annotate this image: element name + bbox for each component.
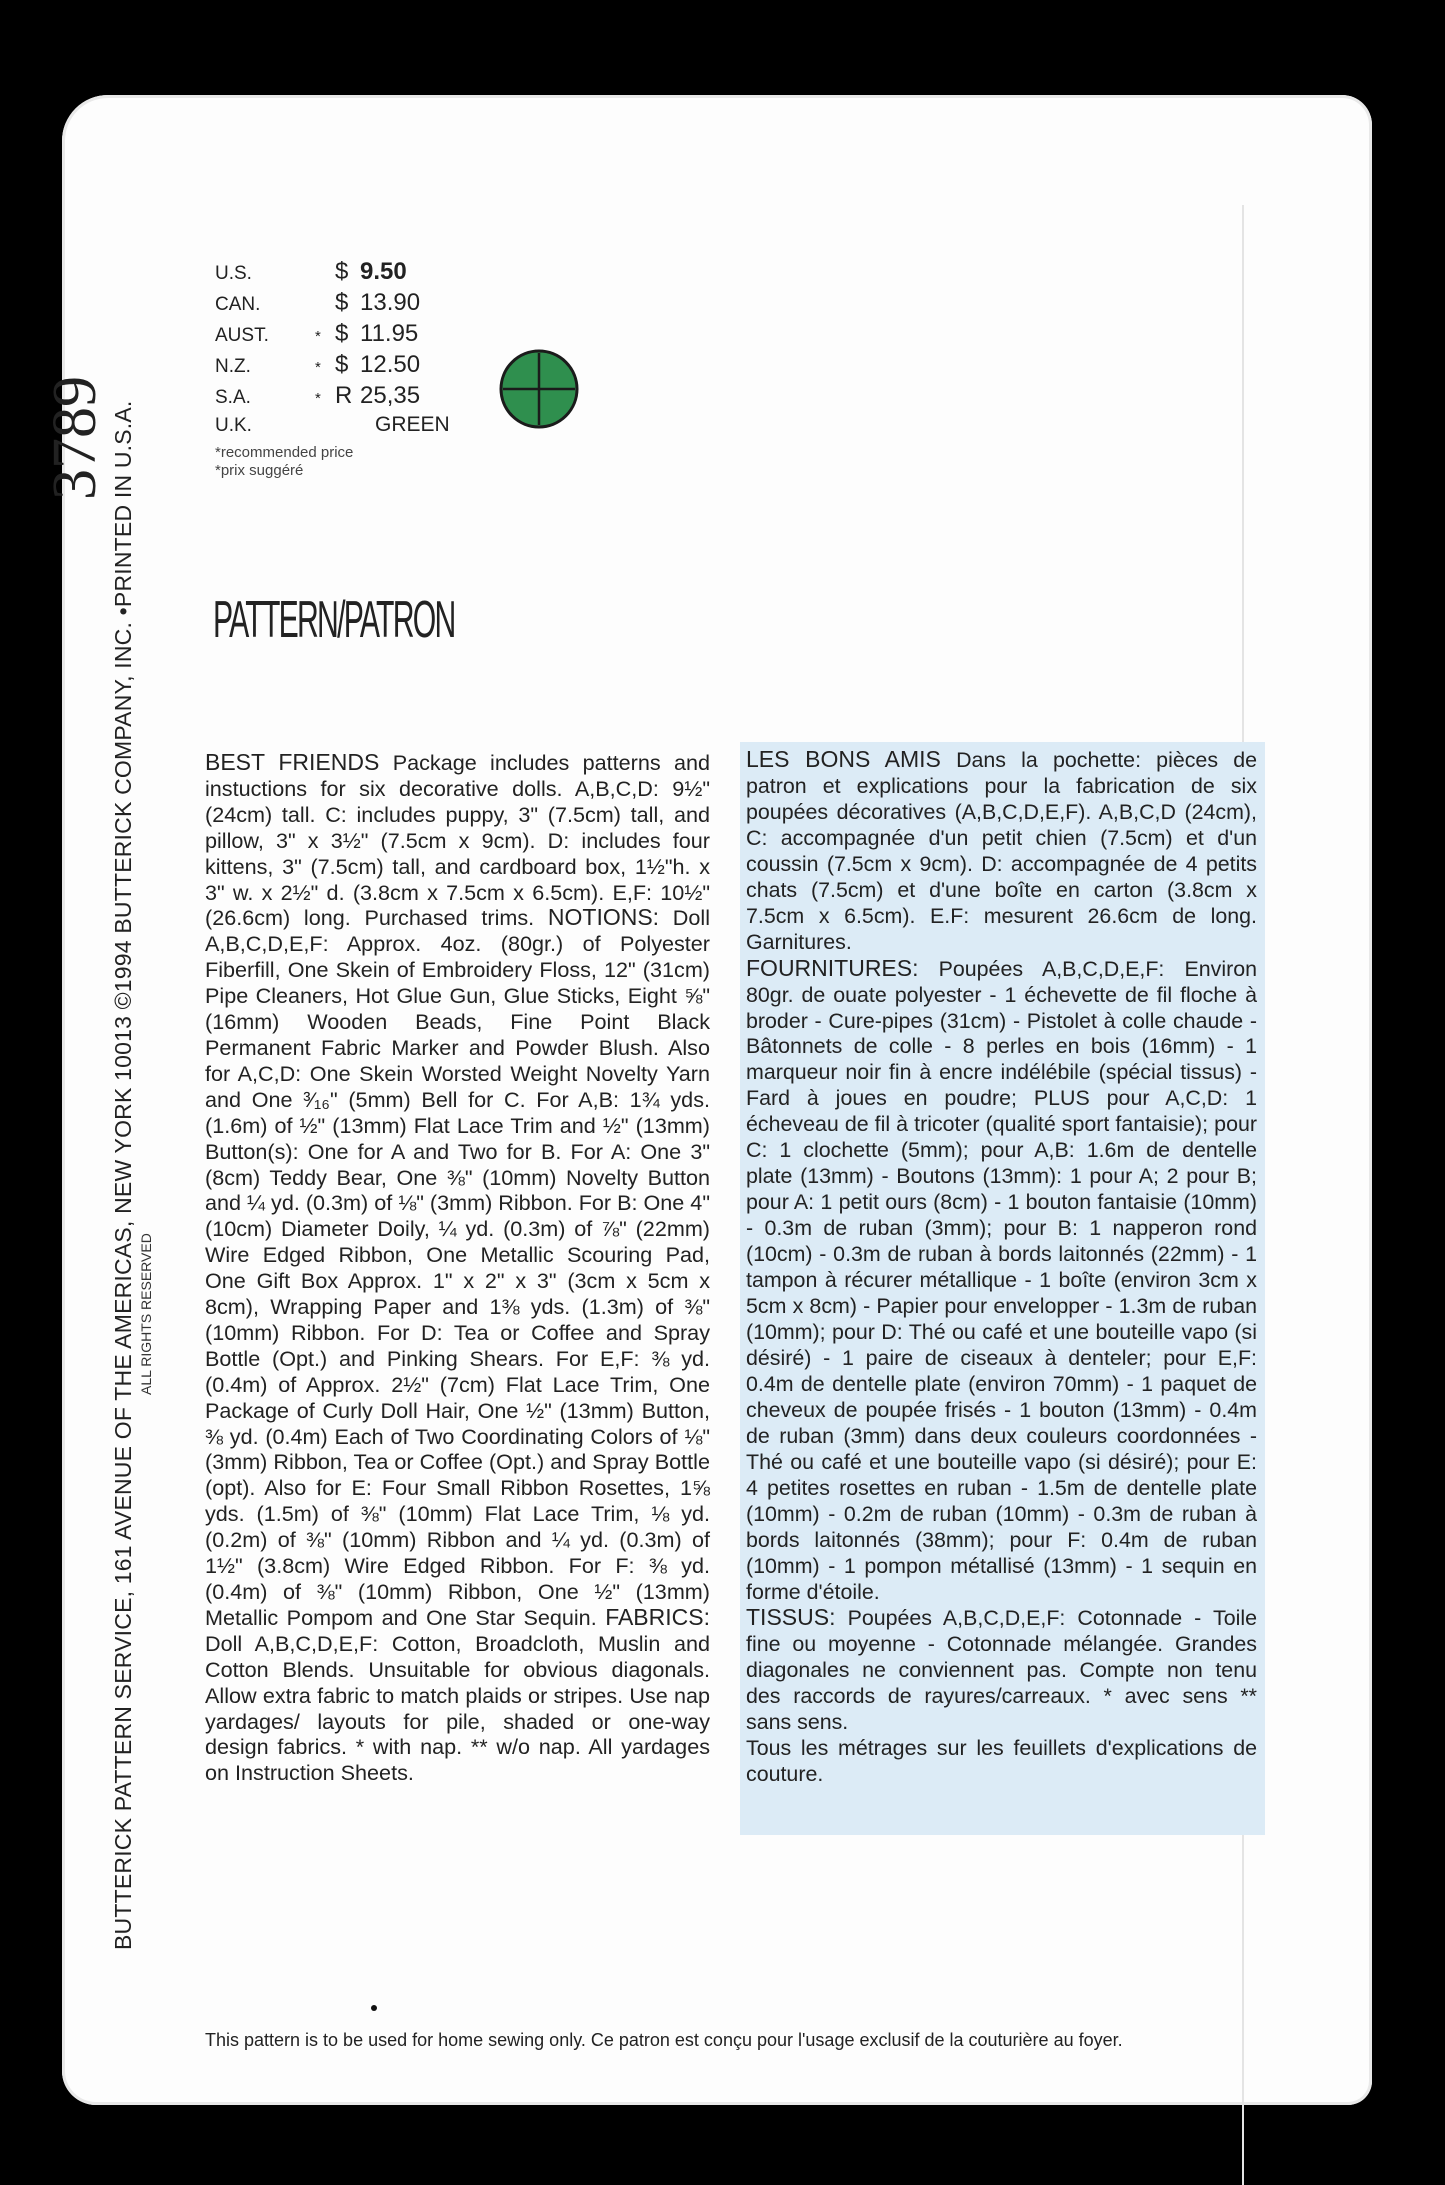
publisher-line: BUTTERICK PATTERN SERVICE, 161 AVENUE OF THE AMERICAS, NEW YORK 10013 ©1994 BUTTERICK COMPANY, INC. •PRINTED IN U.S.A. [110, 400, 136, 1950]
pattern-number-text: 3789 [41, 376, 109, 500]
price-country: CAN. [215, 294, 261, 315]
english-notions-heading: NOTIONS: [547, 904, 660, 931]
ink-dot [371, 2005, 377, 2011]
price-star: * [315, 390, 321, 407]
price-currency: R [335, 382, 353, 409]
price-amount: 9.50 [360, 258, 407, 285]
price-country: N.Z. [215, 356, 251, 377]
price-amount: 11.95 [360, 320, 419, 347]
english-heading: BEST FRIENDS [205, 749, 380, 775]
price-amount: 25,35 [360, 382, 421, 409]
page-title: PATTERN/PATRON [213, 591, 455, 649]
english-fabrics-heading: FABRICS: [605, 1603, 710, 1630]
price-currency: $ [335, 351, 349, 378]
price-row [215, 320, 450, 351]
price-amount: GREEN [375, 413, 450, 436]
english-description [205, 750, 710, 1786]
price-star: * [315, 328, 321, 345]
english-fabrics: Doll A,B,C,D,E,F: Cotton, Broadcloth, Muslin and Cotton Blends. Unsuitable for obvious diagonals. Allow extra fabric to match plaids or stripes. Use nap yardages/ layouts for pile, shaded or one-way design fabrics. * with nap. ** w/o nap. [205, 1630, 710, 1760]
french-description [740, 742, 1265, 1835]
price-country: U.K. [215, 415, 252, 436]
french-fabrics-heading: TISSUS: [746, 1604, 836, 1631]
english-notions: Doll A,B,C,D,E,F: Approx. 4oz. (80gr.) of Polyester Fiberfill, One Skein of Embroidery Floss, 12" (31cm) Pipe Cleaners, Hot Glue Gun, Glue Sticks, Eight ⅝" (16mm) Wooden Beads, Fine Point Black Permanent Fabric Marker and Powder Blush. Also for A,C,D: One Skein Worsted Weight Novelty Yarn and One ³⁄₁₆" (5mm) Bell for C. For A,B: 1¾ yds. (1.6m) of ½" (13mm) Flat Lace Trim and ½" (13mm) Button(s): One for A and Two for B. For A: One 3" (8cm) Teddy Bear, One ⅜" (10mm) Novelty Button and ¼ yd. (0.3m) of ⅛" (3mm) Ribbon. For B: One 4" (10cm) Diameter Doily, ¼ yd. (0.3m) of ⅞" (22mm) Wire Edged Ribbon, One Metallic Scouring Pad, One Gift Box Approx. 1" x 2" x 3" (3cm x 5cm x 8cm), Wrapping Paper and 1⅜ yds. (1.3m) of ⅜" (10mm) Ribbon. For D: Tea or Coffee and Spray Bottle (Opt.) and Pinking Shears. For E,F: ⅜ yd. (0.4m) of Approx. 2½" (7cm) Flat Lace Trim, One Package of Curly Doll Hair, One ½" (13mm) Button, ⅜ yd. (0.4m) Each of Two Coordinating Colors of ⅛" (3mm) Ribbon, Tea or Coffee (Opt.) and Spray Bottle (opt). Also for E: Four Small Ribbon Rosettes, 1⅝ yds. (1.5m) of ⅜" (10mm) Flat Lace Trim, ⅛ yd. (0.2m) of ⅜" (10mm) Ribbon and ¼ yd. (0.3m) of 1½" (3.8cm) Wire Edged Ribbon. For F: ⅜ yd. (0.4m) of ⅜" (10mm) Ribbon, One ½" (13mm) Metallic Pompom and One Star Sequin. [205, 905, 710, 1630]
price-row [215, 413, 450, 444]
english-intro: Package includes patterns and instuctions for six decorative dolls. A,B,C,D: 9½" (24cm) tall. C: includes puppy, 3" (7.5cm) tall, and pillow, 3" x 3½" (7.5cm x 9cm). D: includes four kittens, 3" (7.5cm) tall, and cardboard box, 1½"h. x 3" w. x 2½" d. (3.8cm x 7.5cm x 6.5cm). E,F: 10½" (26.6cm) long. Purchased trims. [205, 750, 711, 931]
price-list [215, 258, 450, 480]
price-currency: $ [335, 258, 349, 285]
french-notions: Poupées A,B,C,D,E,F: Environ 80gr. de ouate polyester - 1 échevette de fil floche à broder - Cure-pipes (31cm) - Pistolet à colle chaude - Bâtonnets de colle - 8 perles en bois (16mm) - 1 marqueur noir fin à encre indélébile (spécial tissus) - Fard à joues en poudre; PLUS pour A,C,D: 1 écheveau de fil à tricoter (qualité sport fantaisie); pour C: 1 clochette (5mm); pour A,B: 1.6m de dentelle plate (13mm) - Boutons (13mm): 1 pour A; 2 pour B; pour A: 1 petit ours (8cm) - 1 bouton fantaisie (10mm) - 0.3m de ruban (3mm); pour B: 1 napperon rond (10cm) - 0.3m de ruban à bords laitonnés (22mm) - 1 tampon à récurer métallique - 1 boîte (environ 3cm x 5cm x 8cm) - Papier pour envelopper - 1.3m de ruban (10mm); pour D: Thé ou café et une bouteille vapo (si désiré) - 1 paire de ciseaux à denteler; pour E,F: 0.4m de dentelle plate (environ 70mm) - 1 paquet de cheveux de poupée frisés - 1 bouton (13mm) - 0.4m de ruban (3mm) dans deux couleurs coordonnées - Thé ou café et une bouteille vapo (si désiré); pour E: 4 petites rosettes en ruban - 1.5m de dentelle plate (10mm) - 0.2m de ruban (10mm) - 0.3m de ruban à bords laitonnés (38mm); pour F: 0.4m de ruban (10mm) - 1 pompon métallisé (13mm) - 1 sequin en forme d'étoile. [746, 956, 1257, 1604]
french-notions-heading: FOURNITURES: [746, 954, 919, 981]
price-currency: $ [335, 289, 349, 316]
footer-note: This pattern is to be used for home sewing only. Ce patron est conçu pour l'usage exclusif de la couturière au foyer. [205, 2030, 1123, 2050]
price-row [215, 258, 450, 289]
price-star: * [315, 359, 321, 376]
envelope-flap-edge [1242, 205, 1424, 2185]
french-closing: Tous les métrages sur les feuillets d'explications de couture. [746, 1736, 1257, 1787]
price-note-fr: *prix suggéré [215, 462, 304, 479]
price-country: AUST. [215, 325, 269, 346]
french-fabrics: Poupées A,B,C,D,E,F: Cotonnade - Toile fine ou moyenne - Cotonnade mélangée. Grandes diagonales ne conviennent pas. Compte non tenu des raccords de rayures/carreaux. * avec sens ** sans sens. [746, 1606, 1257, 1735]
english-closing: All yardages on Instruction Sheets. [205, 1734, 710, 1786]
price-row [215, 382, 450, 413]
price-country: S.A. [215, 387, 251, 408]
price-country: U.S. [215, 263, 252, 284]
price-row [215, 351, 450, 382]
price-row [215, 289, 450, 320]
price-amount: 12.50 [360, 351, 421, 378]
price-currency: $ [335, 320, 349, 347]
rights-reserved: ALL RIGHTS RESERVED [138, 1233, 154, 1395]
price-amount: 13.90 [360, 289, 421, 316]
french-intro: Dans la pochette: pièces de patron et explications pour la fabrication de six poupées décoratives (A,B,C,D,E,F). A,B,C,D (24cm), C: accompagnée d'un petit chien (7.5cm) et d'un coussin (7.5cm x 9cm). D: accompagnée de 4 petits chats (7.5cm) et d'une boîte en carton (3.8cm x 7.5cm x 6.5cm). E.F: mesurent 26.6cm de long. Garnitures. [746, 748, 1257, 954]
green-price-dot-icon [498, 348, 580, 430]
price-note-en: *recommended price [215, 444, 354, 461]
french-heading: LES BONS AMIS [746, 746, 941, 772]
